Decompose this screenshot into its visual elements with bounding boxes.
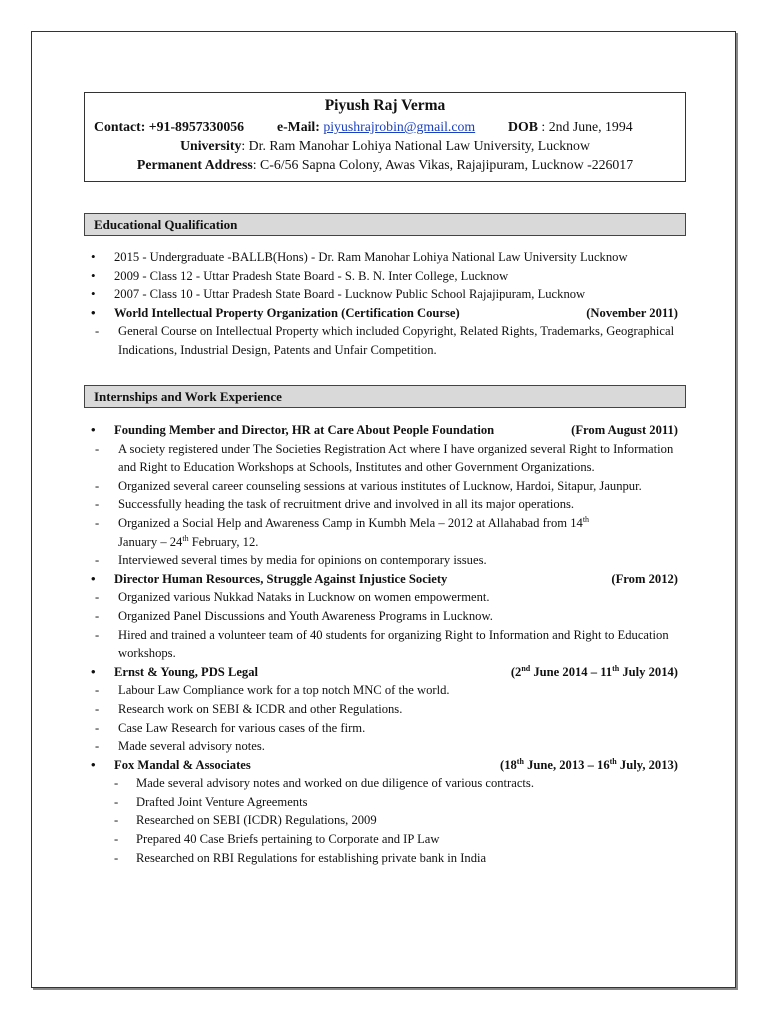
kumbh-text: January – 24 <box>118 534 183 549</box>
experience-point: - Research work on SEBI & ICDR and other Regulations. <box>84 700 686 719</box>
struggle-date: (From 2012) <box>611 571 678 586</box>
struggle-society-row <box>84 570 686 589</box>
kumbh-mela-point <box>84 514 686 551</box>
dob-value: : 2nd June, 1994 <box>541 119 633 134</box>
experience-section <box>84 421 686 867</box>
ordinal-suffix: th <box>182 533 189 543</box>
ey-title: • Ernst & Young, PDS Legal <box>114 664 259 679</box>
education-item: • 2007 - Class 10 - Uttar Pradesh State Board - Lucknow Public School Rajajipuram, Lucknow <box>84 285 686 304</box>
university-value: : Dr. Ram Manohar Lohiya National Law University, Lucknow <box>241 138 590 153</box>
experience-point: - Made several advisory notes. <box>84 737 686 756</box>
experience-point: - Made several advisory notes and worked on due diligence of various contracts. <box>84 774 686 793</box>
experience-point: - Labour Law Compliance work for a top notch MNC of the world. <box>84 681 686 700</box>
experience-heading: Internships and Work Experience <box>84 385 686 408</box>
wipo-course-row <box>84 304 686 323</box>
contact-label: Contact: <box>94 119 146 134</box>
email-label: e-Mail <box>276 119 316 134</box>
experience-point: - A society registered under The Societies Registration Act where I have organized several Right to Information and Right to Education Workshops at Schools, Institutes and other Government Organizations. <box>84 440 686 477</box>
dob-label: DOB <box>508 119 538 134</box>
experience-point: - Organized several career counseling sessions at various institutes of Lucknow, Hardoi, Sitapur, Jaunpur. <box>84 477 686 496</box>
address-line <box>85 155 685 174</box>
education-item: • 2015 - Undergraduate -BALLB(Hons) - Dr. Ram Manohar Lohiya National Law University Lucknow <box>84 248 686 267</box>
experience-point: - Case Law Research for various cases of the firm. <box>84 719 686 738</box>
education-heading: Educational Qualification <box>84 213 686 236</box>
university-label: University <box>180 138 242 153</box>
kumbh-text: February, 12. <box>188 534 259 549</box>
experience-point: - Interviewed several times by media for opinions on contemporary issues. <box>84 551 686 570</box>
experience-point: - Organized various Nukkad Nataks in Lucknow on women empowerment. <box>84 588 686 607</box>
university-line <box>85 136 685 155</box>
experience-point: - Hired and trained a volunteer team of 40 students for organizing Right to Information and Right to Education workshops. <box>84 626 686 663</box>
fox-date: (18th June, 2013 – 16th July, 2013) <box>500 756 678 772</box>
experience-point: - Successfully heading the task of recruitment drive and involved in all its major operations. <box>84 495 686 514</box>
care-title: • Founding Member and Director, HR at Care About People Foundation <box>114 423 495 437</box>
fox-title: • Fox Mandal & Associates <box>114 757 251 772</box>
fox-mandal-row <box>84 756 686 775</box>
care-date: (From August 2011) <box>571 423 678 437</box>
experience-point: - Organized Panel Discussions and Youth Awareness Programs in Lucknow. <box>84 607 686 626</box>
contact-line: Contact: +91-8957330056 e-Mail: piyushrajrobin@gmail.com DOB : 2nd June, 1994 <box>94 119 633 134</box>
care-foundation-row <box>84 421 686 440</box>
experience-point: - Drafted Joint Venture Agreements <box>84 793 686 812</box>
education-section <box>84 248 686 360</box>
wipo-date: (November 2011) <box>586 305 678 320</box>
experience-point: - Researched on RBI Regulations for establishing private bank in India <box>84 849 686 868</box>
wipo-title: • World Intellectual Property Organization (Certification Course) <box>114 305 460 320</box>
contact-header <box>84 92 686 182</box>
ordinal-suffix: th <box>582 514 590 524</box>
education-item: • 2009 - Class 12 - Uttar Pradesh State Board - S. B. N. Inter College, Lucknow <box>84 267 686 286</box>
email-link[interactable]: piyushrajrobin@gmail.com <box>323 119 476 134</box>
experience-point: - Researched on SEBI (ICDR) Regulations, 2009 <box>84 811 686 830</box>
address-value: : C-6/56 Sapna Colony, Awas Vikas, Rajajipuram, Lucknow -226017 <box>252 157 634 172</box>
experience-point: - Prepared 40 Case Briefs pertaining to Corporate and IP Law <box>84 830 686 849</box>
wipo-detail: - General Course on Intellectual Property which included Copyright, Related Rights, Trademarks, Geographical Indications, Industrial Design, Patents and Unfair Competition. <box>84 322 686 359</box>
candidate-name: Piyush Raj Verma <box>324 97 446 114</box>
struggle-title: • Director Human Resources, Struggle Against Injustice Society <box>114 571 448 586</box>
ey-row <box>84 663 686 682</box>
kumbh-text: Organized a Social Help and Awareness Camp in Kumbh Mela – 2012 at Allahabad from 14 <box>118 515 583 530</box>
address-label: Permanent Address <box>136 157 253 172</box>
ey-date: (2nd June 2014 – 11th July 2014) <box>510 663 678 679</box>
phone-number: +91-8957330056 <box>148 119 245 134</box>
